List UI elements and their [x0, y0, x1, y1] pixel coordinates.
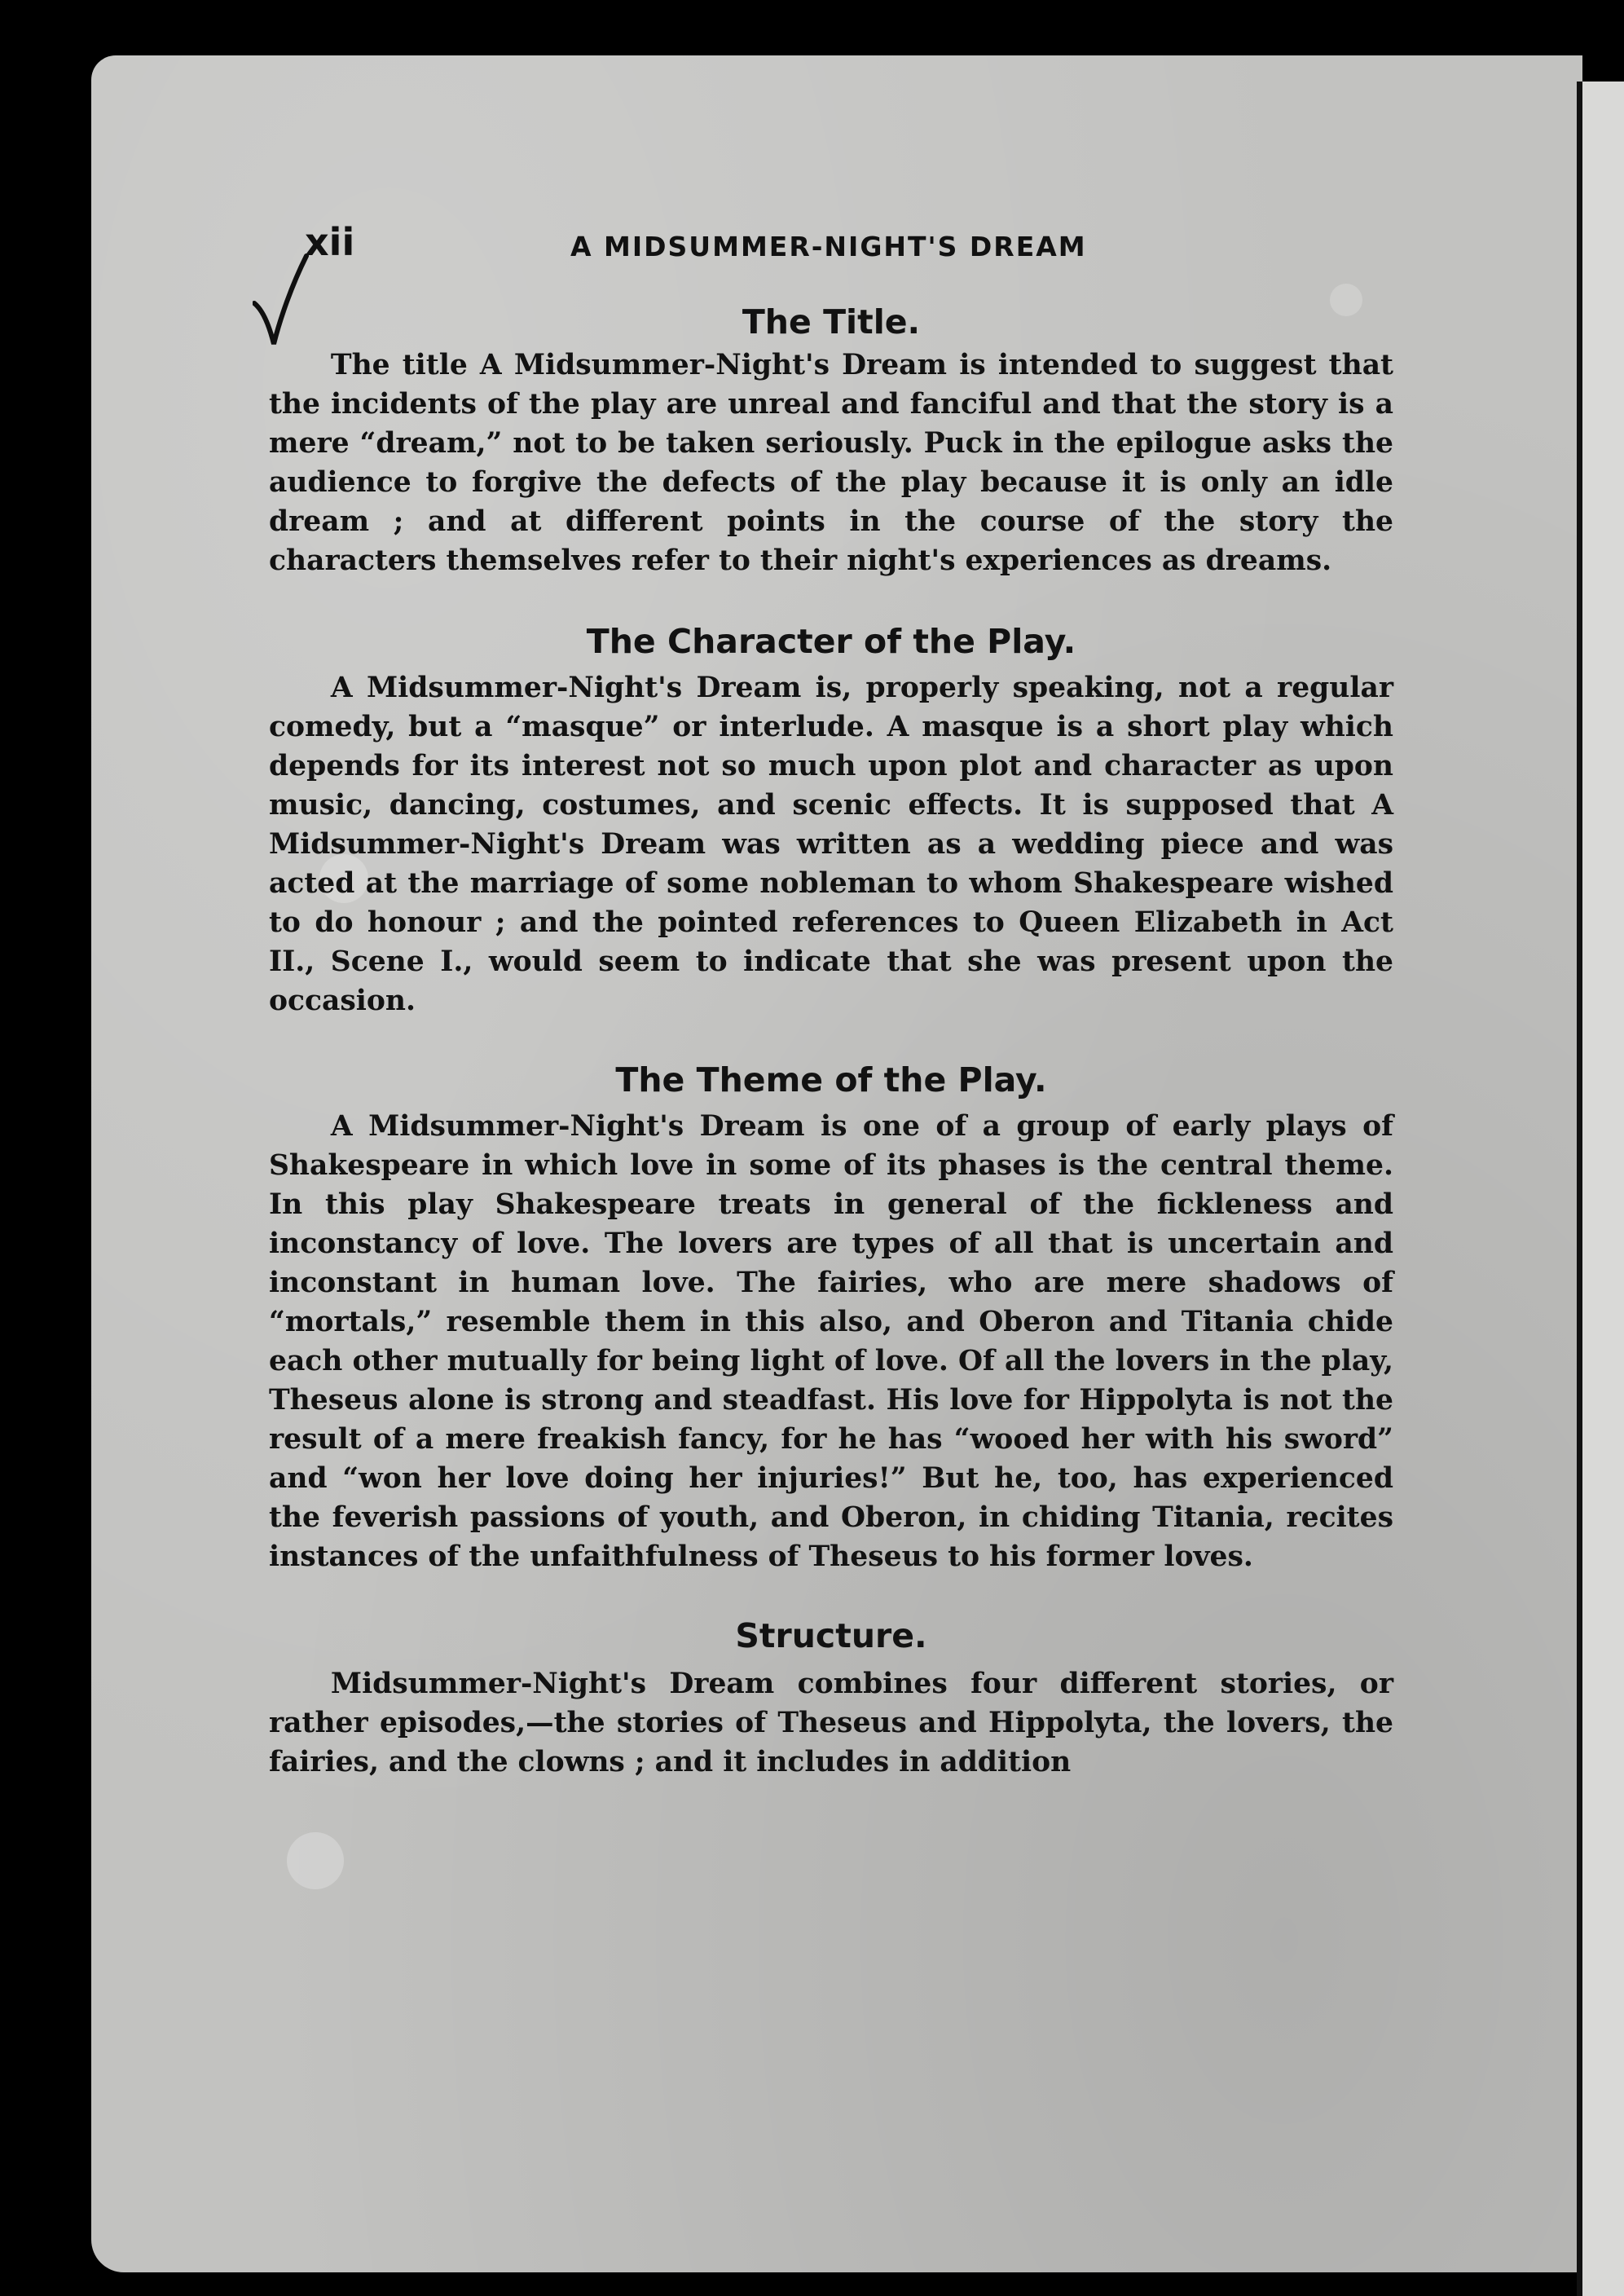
page-gutter-line [1577, 82, 1582, 2296]
section-paragraph-theme: A Midsummer-Night's Dream is one of a group of early plays of Shakespeare in which love in some of its phases is the central theme. In this play Shakespeare treats in general of the fickleness and inconstancy of love. The lovers are types of all that is uncertain and inconstant in human love. The fairies, who are mere shadows of “mortals,” resemble them in this also, and Oberon and Titania chide each other mutually for being light of love. Of all the lovers in the play, Theseus alone is strong and steadfast. His love for Hippolyta is not the result of a mere freakish fancy, for he has “wooed her with his sword” and “won her love doing her injuries!” But he, too, has experienced the feverish passions of youth, and Oberon, in chiding Titania, recites instances of the unfaithfulness of Theseus to his former loves. [269, 1110, 1393, 1573]
running-head: A MIDSUMMER-NIGHT'S DREAM [570, 231, 1087, 262]
section-paragraph-title: The title A Midsummer-Night's Dream is intended to suggest that the incidents of the play are unreal and fanciful and that the story is a mere “dream,” not to be taken seriously. Puck in the epilogue asks the audience to forgive the defects of the play because it is only an idle dream ; and at different points in the course of the story the characters themselves refer to their night's experiences as dreams. [269, 349, 1393, 577]
section-heading-structure: Structure. [735, 1616, 927, 1655]
page-number: xii [305, 220, 355, 264]
section-heading-title: The Title. [742, 302, 921, 342]
section-paragraph-character: A Midsummer-Night's Dream is, properly speaking, not a regular comedy, but a “masque” or interlude. A masque is a short play which depends for its interest not so much upon plot and character as upon music, dancing, costumes, and scenic effects. It is supposed that A Midsummer-Night's Dream was written as a wedding piece and was acted at the marriage of some nobleman to whom Shakespeare wished to do honour ; and the pointed references to Queen Elizabeth in Act II., Scene I., would seem to indicate that she was present upon the occasion. [269, 672, 1393, 1017]
adjacent-page-edge [1582, 82, 1624, 2296]
section-heading-theme: The Theme of the Play. [615, 1060, 1047, 1100]
section-heading-character: The Character of the Play. [586, 622, 1076, 661]
paper-spot [287, 1832, 344, 1889]
section-paragraph-structure: Midsummer-Night's Dream combines four different stories, or rather episodes,—the stories of Theseus and Hippolyta, the lovers, the fairies, and the clowns ; and it includes in addition [269, 1668, 1393, 1778]
page-body [269, 302, 1393, 1782]
